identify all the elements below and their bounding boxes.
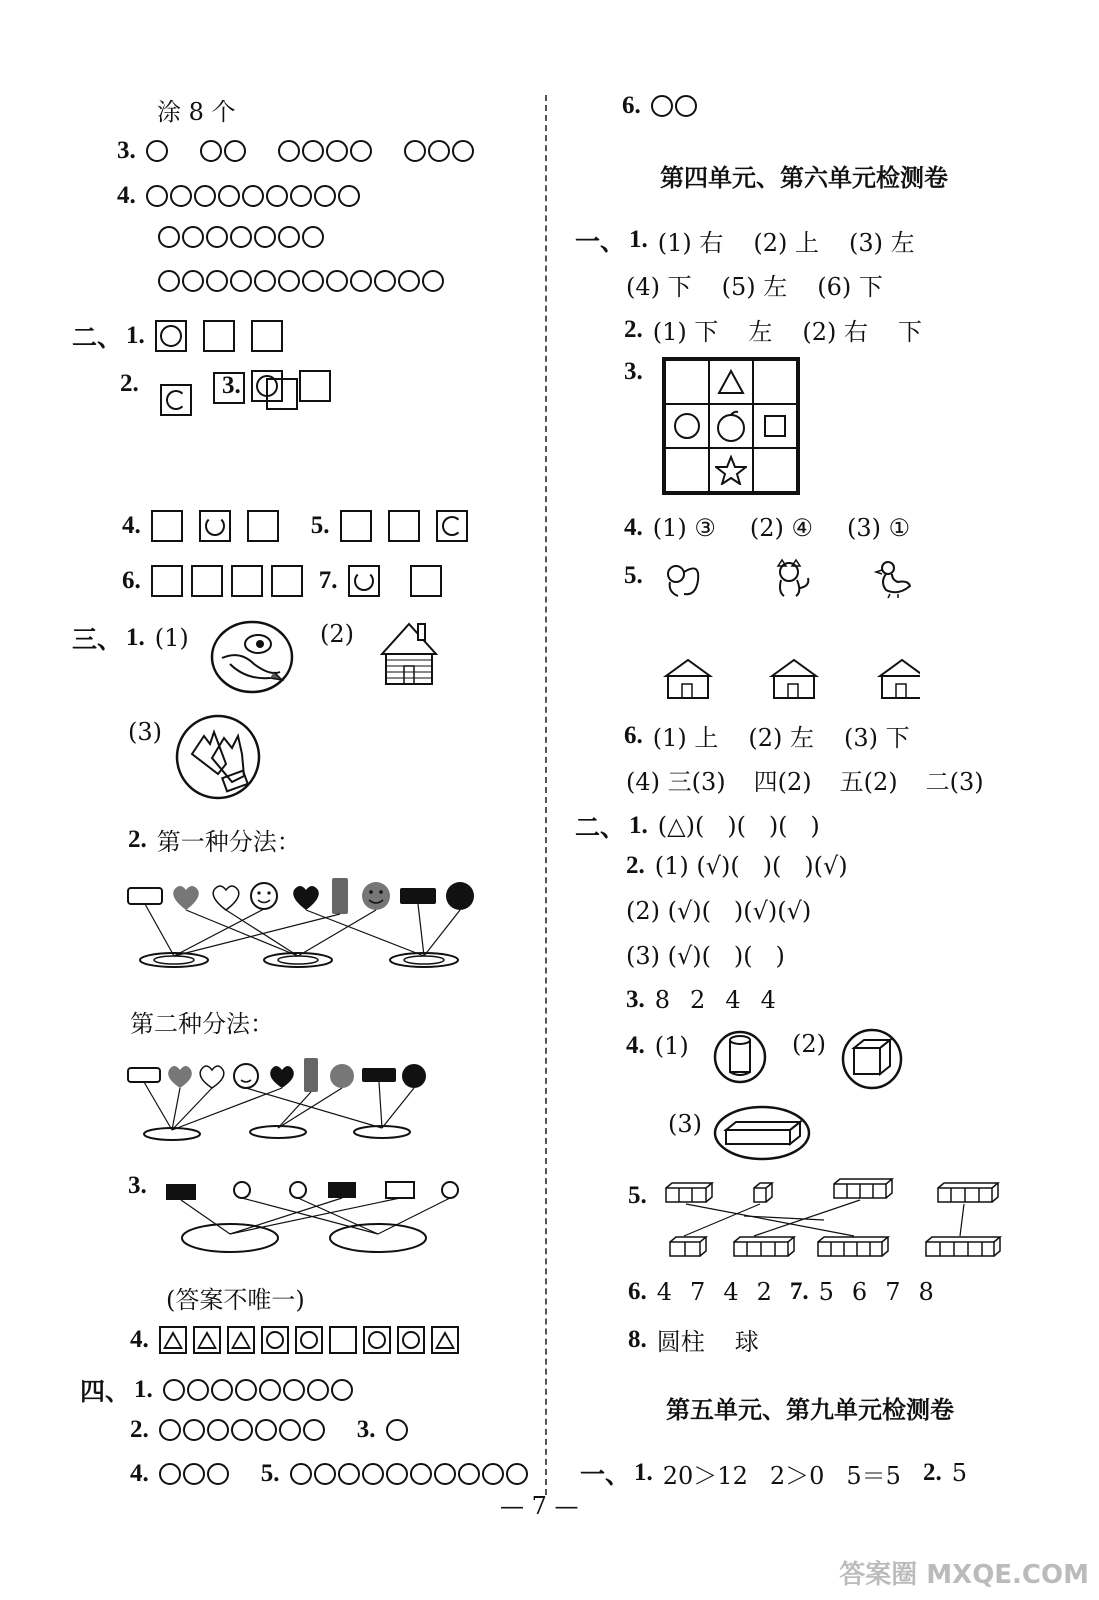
r-s2-label: 二、 bbox=[575, 813, 626, 842]
grid-cell-circle bbox=[665, 404, 709, 448]
sec4-q1-num: 1. bbox=[134, 1376, 153, 1403]
r-s1-q6-ans1: (1) 上 bbox=[652, 724, 719, 752]
sec3-q4-num: 4. bbox=[130, 1326, 149, 1353]
r-s2-q8-row bbox=[628, 1322, 759, 1357]
method2-label: 第二种分法： bbox=[130, 1010, 274, 1038]
r-s1-q1-ans6: (6) 下 bbox=[817, 273, 883, 301]
cuboid-in-ellipse-image bbox=[712, 1104, 812, 1162]
r-s2-q4-p3-row bbox=[668, 1110, 702, 1138]
sec3-p1: (1) bbox=[154, 624, 189, 652]
square-empty bbox=[203, 320, 235, 352]
circle-icon bbox=[672, 411, 702, 441]
r-s1-q4-ans3: (3) ① bbox=[847, 514, 911, 542]
r-s2-q7-num: 7. bbox=[789, 1278, 809, 1305]
cube-stacks-diagram bbox=[664, 1176, 1004, 1266]
tu8-text: 涂 8 个 bbox=[157, 98, 236, 126]
right-q6-num: 6. bbox=[622, 92, 641, 119]
grid-cell bbox=[665, 448, 709, 492]
sec4-q2-q3-row bbox=[130, 1416, 440, 1444]
sec3-q4-row bbox=[130, 1326, 465, 1354]
square-empty bbox=[191, 565, 223, 597]
sec2-label: 二、 bbox=[72, 323, 123, 352]
circle-row-8 bbox=[163, 1379, 355, 1401]
circle-group-4 bbox=[278, 140, 374, 162]
r-s2-q3-row bbox=[626, 986, 776, 1014]
sec4-q3-num: 3. bbox=[356, 1416, 376, 1443]
apple-icon bbox=[714, 409, 748, 443]
r-s1-label: 一、 bbox=[575, 227, 626, 256]
left-tu8 bbox=[157, 92, 236, 127]
r-s1-q4-ans2: (2) ④ bbox=[749, 514, 814, 542]
r-s1-q6-ans7: 二(3) bbox=[925, 768, 984, 796]
circle-group-1 bbox=[386, 1419, 410, 1441]
r-s2-q8-num: 8. bbox=[628, 1325, 647, 1353]
grid-cell-star bbox=[709, 448, 753, 492]
square-circle bbox=[251, 370, 283, 402]
sec3-q3-num: 3. bbox=[128, 1172, 147, 1199]
square-empty bbox=[271, 565, 303, 597]
square-empty bbox=[388, 510, 420, 542]
circle-row-9 bbox=[146, 185, 362, 207]
sec3-q2-num: 2. bbox=[128, 825, 147, 853]
grid-cell bbox=[665, 360, 709, 404]
bird-in-circle-image bbox=[210, 620, 294, 694]
square-empty bbox=[247, 510, 279, 542]
site-watermark: 答案圈 MXQE.COM bbox=[839, 1560, 1089, 1590]
r-s2-q7-ans4: 8 bbox=[918, 1278, 934, 1306]
r-s1-q3-num: 3. bbox=[624, 358, 643, 385]
square-circle bbox=[295, 1326, 323, 1354]
r-s1-q2-ans3: (2) 右 bbox=[802, 318, 868, 346]
r-s1-q4-row bbox=[624, 514, 910, 542]
r-s1-q3-row bbox=[624, 358, 653, 386]
r-s2-q3-ans4: 4 bbox=[760, 986, 776, 1014]
square-empty bbox=[299, 370, 331, 402]
r-s2-q7-ans1: 5 bbox=[818, 1278, 834, 1306]
r-s1-q2-ans4: 下 bbox=[898, 318, 922, 346]
square-triangle bbox=[193, 1326, 221, 1354]
sec3-q2-row bbox=[128, 822, 301, 857]
r-s1-q1-ans3: (3) 左 bbox=[849, 228, 915, 257]
sec4-q2-num: 2. bbox=[130, 1416, 149, 1443]
cube-in-circle-image bbox=[840, 1028, 904, 1090]
sec2-q6-num: 6. bbox=[122, 567, 141, 594]
circle-row-7 bbox=[158, 226, 326, 248]
r-s2-q4-p2: (2) bbox=[792, 1030, 826, 1058]
duck-icon bbox=[876, 562, 910, 598]
square-empty bbox=[231, 565, 263, 597]
square-empty bbox=[410, 565, 442, 597]
r-s2-q4-num: 4. bbox=[626, 1032, 645, 1059]
grid-cell-triangle bbox=[709, 360, 753, 404]
square-triangle bbox=[159, 1326, 187, 1354]
circle-row-10 bbox=[290, 1463, 530, 1485]
square-icon bbox=[762, 413, 788, 439]
cylinder-in-circle-image bbox=[712, 1030, 768, 1084]
house-image bbox=[378, 618, 440, 690]
r-s2-q5-num: 5. bbox=[628, 1182, 647, 1209]
method1-diagram bbox=[124, 872, 480, 972]
r-s3-q2-num: 2. bbox=[922, 1459, 942, 1486]
r-s1-q4-num: 4. bbox=[624, 514, 643, 541]
square-circle bbox=[363, 1326, 391, 1354]
circle-row-7 bbox=[159, 1419, 327, 1441]
r-s2-q3-ans2: 2 bbox=[690, 986, 706, 1014]
r-s1-q1-row2 bbox=[626, 267, 883, 302]
r-s1-q2-ans2: 左 bbox=[748, 318, 773, 346]
unit5-9-title: 第五单元、第九单元检测卷 bbox=[666, 1395, 954, 1424]
r-s2-q6-ans4: 2 bbox=[756, 1278, 772, 1306]
triangle-icon bbox=[717, 369, 745, 395]
q3-num: 3. bbox=[117, 137, 136, 164]
r-s2-q8-ans1: 圆柱 bbox=[656, 1328, 705, 1356]
sec4-q4-num: 4. bbox=[130, 1460, 149, 1487]
unit4-6-title: 第四单元、第六单元检测卷 bbox=[660, 163, 948, 192]
r-s1-q6-ans4: (4) 三(3) bbox=[626, 768, 726, 796]
r-s1-q6-ans2: (2) 左 bbox=[748, 724, 814, 752]
grid-cell-square bbox=[753, 404, 797, 448]
r-s2-q2-ans3: (3) (√)( )( ) bbox=[626, 942, 785, 970]
left-sec2-q3 bbox=[222, 370, 347, 402]
house-icon bbox=[880, 660, 920, 698]
answer-not-unique-note: (答案不唯一) bbox=[166, 1286, 305, 1314]
square-arc bbox=[160, 384, 192, 416]
square-circle bbox=[397, 1326, 425, 1354]
left-sec2-q6-q7 bbox=[122, 565, 458, 597]
sec3-p3: (3) bbox=[128, 718, 162, 746]
sec2-q4-num: 4. bbox=[122, 512, 141, 539]
sec3-q3-diagram bbox=[160, 1176, 470, 1256]
circle-group-3 bbox=[159, 1463, 231, 1485]
r-s2-q2-num: 2. bbox=[626, 852, 645, 879]
left-sec2-q4-q5 bbox=[122, 510, 484, 542]
circle-row-12 bbox=[158, 270, 446, 292]
r-s1-q6-row2 bbox=[626, 762, 984, 797]
r-s2-q4-row bbox=[626, 1032, 689, 1060]
r-s1-q1-ans2: (2) 上 bbox=[753, 228, 820, 257]
r-s2-q2-row1 bbox=[626, 852, 848, 880]
sec2-q3-num: 3. bbox=[222, 372, 241, 399]
r-s1-q1-row1 bbox=[575, 222, 915, 258]
sec3-label: 三、 bbox=[72, 625, 123, 654]
r-s1-q5-num: 5. bbox=[624, 562, 643, 589]
note-row bbox=[166, 1280, 305, 1315]
r-s3-q1-ans3: 5＝5 bbox=[846, 1461, 901, 1490]
left-sec2-q2 bbox=[120, 370, 149, 398]
square-circle bbox=[155, 320, 187, 352]
square-circle bbox=[261, 1326, 289, 1354]
circle-group-3 bbox=[404, 140, 476, 162]
animals-houses-diagram bbox=[660, 558, 920, 706]
sec3-p2-row bbox=[320, 620, 354, 648]
r-s2-q6-num: 6. bbox=[628, 1278, 647, 1305]
r-s2-q4-p2-row bbox=[792, 1030, 826, 1058]
square-empty bbox=[329, 1326, 357, 1354]
r-s2-q6-ans2: 7 bbox=[690, 1278, 706, 1306]
r-s2-q8-ans2: 球 bbox=[734, 1328, 759, 1356]
gloves-in-circle-image bbox=[174, 714, 262, 800]
left-q4-row1 bbox=[117, 182, 392, 210]
squirrel-icon bbox=[668, 566, 698, 596]
sec2-q7-num: 7. bbox=[318, 567, 338, 594]
r-s1-q5-row bbox=[624, 562, 653, 590]
r-s1-q6-num: 6. bbox=[624, 721, 643, 749]
page-number: — 7 — bbox=[500, 1492, 579, 1520]
r-s1-q6-ans5: 四(2) bbox=[753, 768, 812, 796]
grid-cell-apple bbox=[709, 404, 753, 448]
r-s2-q3-num: 3. bbox=[626, 986, 645, 1013]
square-empty bbox=[151, 565, 183, 597]
r-s2-q2-row2 bbox=[626, 897, 811, 925]
r-s1-q6-ans6: 五(2) bbox=[839, 768, 898, 796]
r-s1-q6-row1 bbox=[624, 718, 910, 753]
grid-cell bbox=[753, 448, 797, 492]
sec4-label: 四、 bbox=[80, 1377, 131, 1406]
r-s2-q2-ans2: (2) (√)( )(√)(√) bbox=[626, 897, 812, 925]
r-s1-q6-ans3: (3) 下 bbox=[844, 724, 910, 752]
right-q6 bbox=[622, 92, 729, 120]
r-s1-q1-num: 1. bbox=[629, 226, 648, 253]
r-s1-q4-ans1: (1) ③ bbox=[652, 514, 716, 542]
sec4-q4-q5-row bbox=[130, 1460, 530, 1488]
sec4-q5-num: 5. bbox=[260, 1460, 280, 1487]
circle-group-2 bbox=[200, 140, 248, 162]
r-s1-q1-ans4: (4) 下 bbox=[626, 273, 692, 301]
r-s2-q5-row bbox=[628, 1182, 657, 1210]
method2-row bbox=[130, 1004, 274, 1039]
circle-group-2 bbox=[651, 95, 699, 117]
house-icon bbox=[666, 660, 710, 698]
position-grid bbox=[662, 357, 800, 495]
q4-num: 4. bbox=[117, 182, 136, 209]
r-s2-q6-ans1: 4 bbox=[656, 1278, 673, 1306]
r-s1-q2-row bbox=[624, 312, 922, 347]
circle-group-1 bbox=[146, 140, 170, 162]
sec3-q1-num: 1. bbox=[126, 624, 145, 651]
r-s2-q4-p1: (1) bbox=[654, 1032, 689, 1060]
sec3-p3-row bbox=[128, 718, 162, 746]
square-triangle bbox=[431, 1326, 459, 1354]
star-icon bbox=[715, 455, 747, 485]
r-s2-q6-ans3: 4 bbox=[723, 1278, 739, 1306]
grid-cell bbox=[753, 360, 797, 404]
r-s3-q1-row bbox=[580, 1455, 967, 1491]
r-s2-q6-q7-row bbox=[628, 1278, 934, 1306]
r-s2-q2-ans1: (1) (√)( )( )(√) bbox=[654, 852, 848, 880]
column-divider bbox=[545, 95, 547, 1495]
r-s2-q1-row bbox=[575, 808, 820, 844]
house-icon bbox=[772, 660, 816, 698]
r-s3-q1-ans1: 20＞12 bbox=[662, 1461, 748, 1490]
sec3-q3-row bbox=[128, 1172, 157, 1200]
left-sec3-q1 bbox=[72, 620, 189, 656]
r-s2-q3-ans3: 4 bbox=[725, 986, 741, 1014]
r-s1-q1-ans5: (5) 左 bbox=[721, 273, 788, 301]
square-empty bbox=[151, 510, 183, 542]
method2-diagram bbox=[124, 1056, 434, 1146]
r-s1-q2-num: 2. bbox=[624, 315, 643, 343]
sec2-q2-num: 2. bbox=[120, 370, 139, 397]
r-s3-q1-ans2: 2＞0 bbox=[769, 1461, 825, 1490]
left-sec2-q1 bbox=[72, 318, 299, 354]
square-triangle bbox=[227, 1326, 255, 1354]
method1-label: 第一种分法： bbox=[156, 828, 301, 856]
r-s1-q1-ans1: (1) 右 bbox=[657, 228, 724, 257]
square-empty bbox=[251, 320, 283, 352]
r-s2-q7-ans2: 6 bbox=[851, 1278, 868, 1306]
sec2-q1-num: 1. bbox=[126, 322, 145, 349]
left-q3 bbox=[117, 137, 506, 165]
sec3-p2: (2) bbox=[320, 620, 354, 648]
r-s3-q2-ans: 5 bbox=[951, 1459, 967, 1487]
r-s2-q4-p3: (3) bbox=[668, 1110, 702, 1138]
r-s1-q2-ans1: (1) 下 bbox=[652, 318, 719, 346]
r-s2-q1-num: 1. bbox=[629, 812, 648, 839]
square-arc bbox=[436, 510, 468, 542]
square-arc bbox=[199, 510, 231, 542]
r-s2-q2-row3 bbox=[626, 942, 785, 970]
cat-icon bbox=[778, 560, 808, 596]
r-s2-q7-ans3: 7 bbox=[885, 1278, 901, 1306]
square-arc bbox=[348, 565, 380, 597]
square-empty bbox=[340, 510, 372, 542]
r-s3-q1-num: 1. bbox=[634, 1459, 653, 1486]
r-s3-label: 一、 bbox=[580, 1460, 631, 1489]
r-s2-q1-ans: (△)( )( )( ) bbox=[657, 812, 820, 840]
sec2-q5-num: 5. bbox=[310, 512, 330, 539]
left-q4-row3 bbox=[158, 270, 476, 292]
r-s2-q3-ans1: 8 bbox=[654, 986, 671, 1014]
left-q4-row2 bbox=[158, 226, 356, 248]
sec4-q1-row bbox=[80, 1372, 385, 1408]
